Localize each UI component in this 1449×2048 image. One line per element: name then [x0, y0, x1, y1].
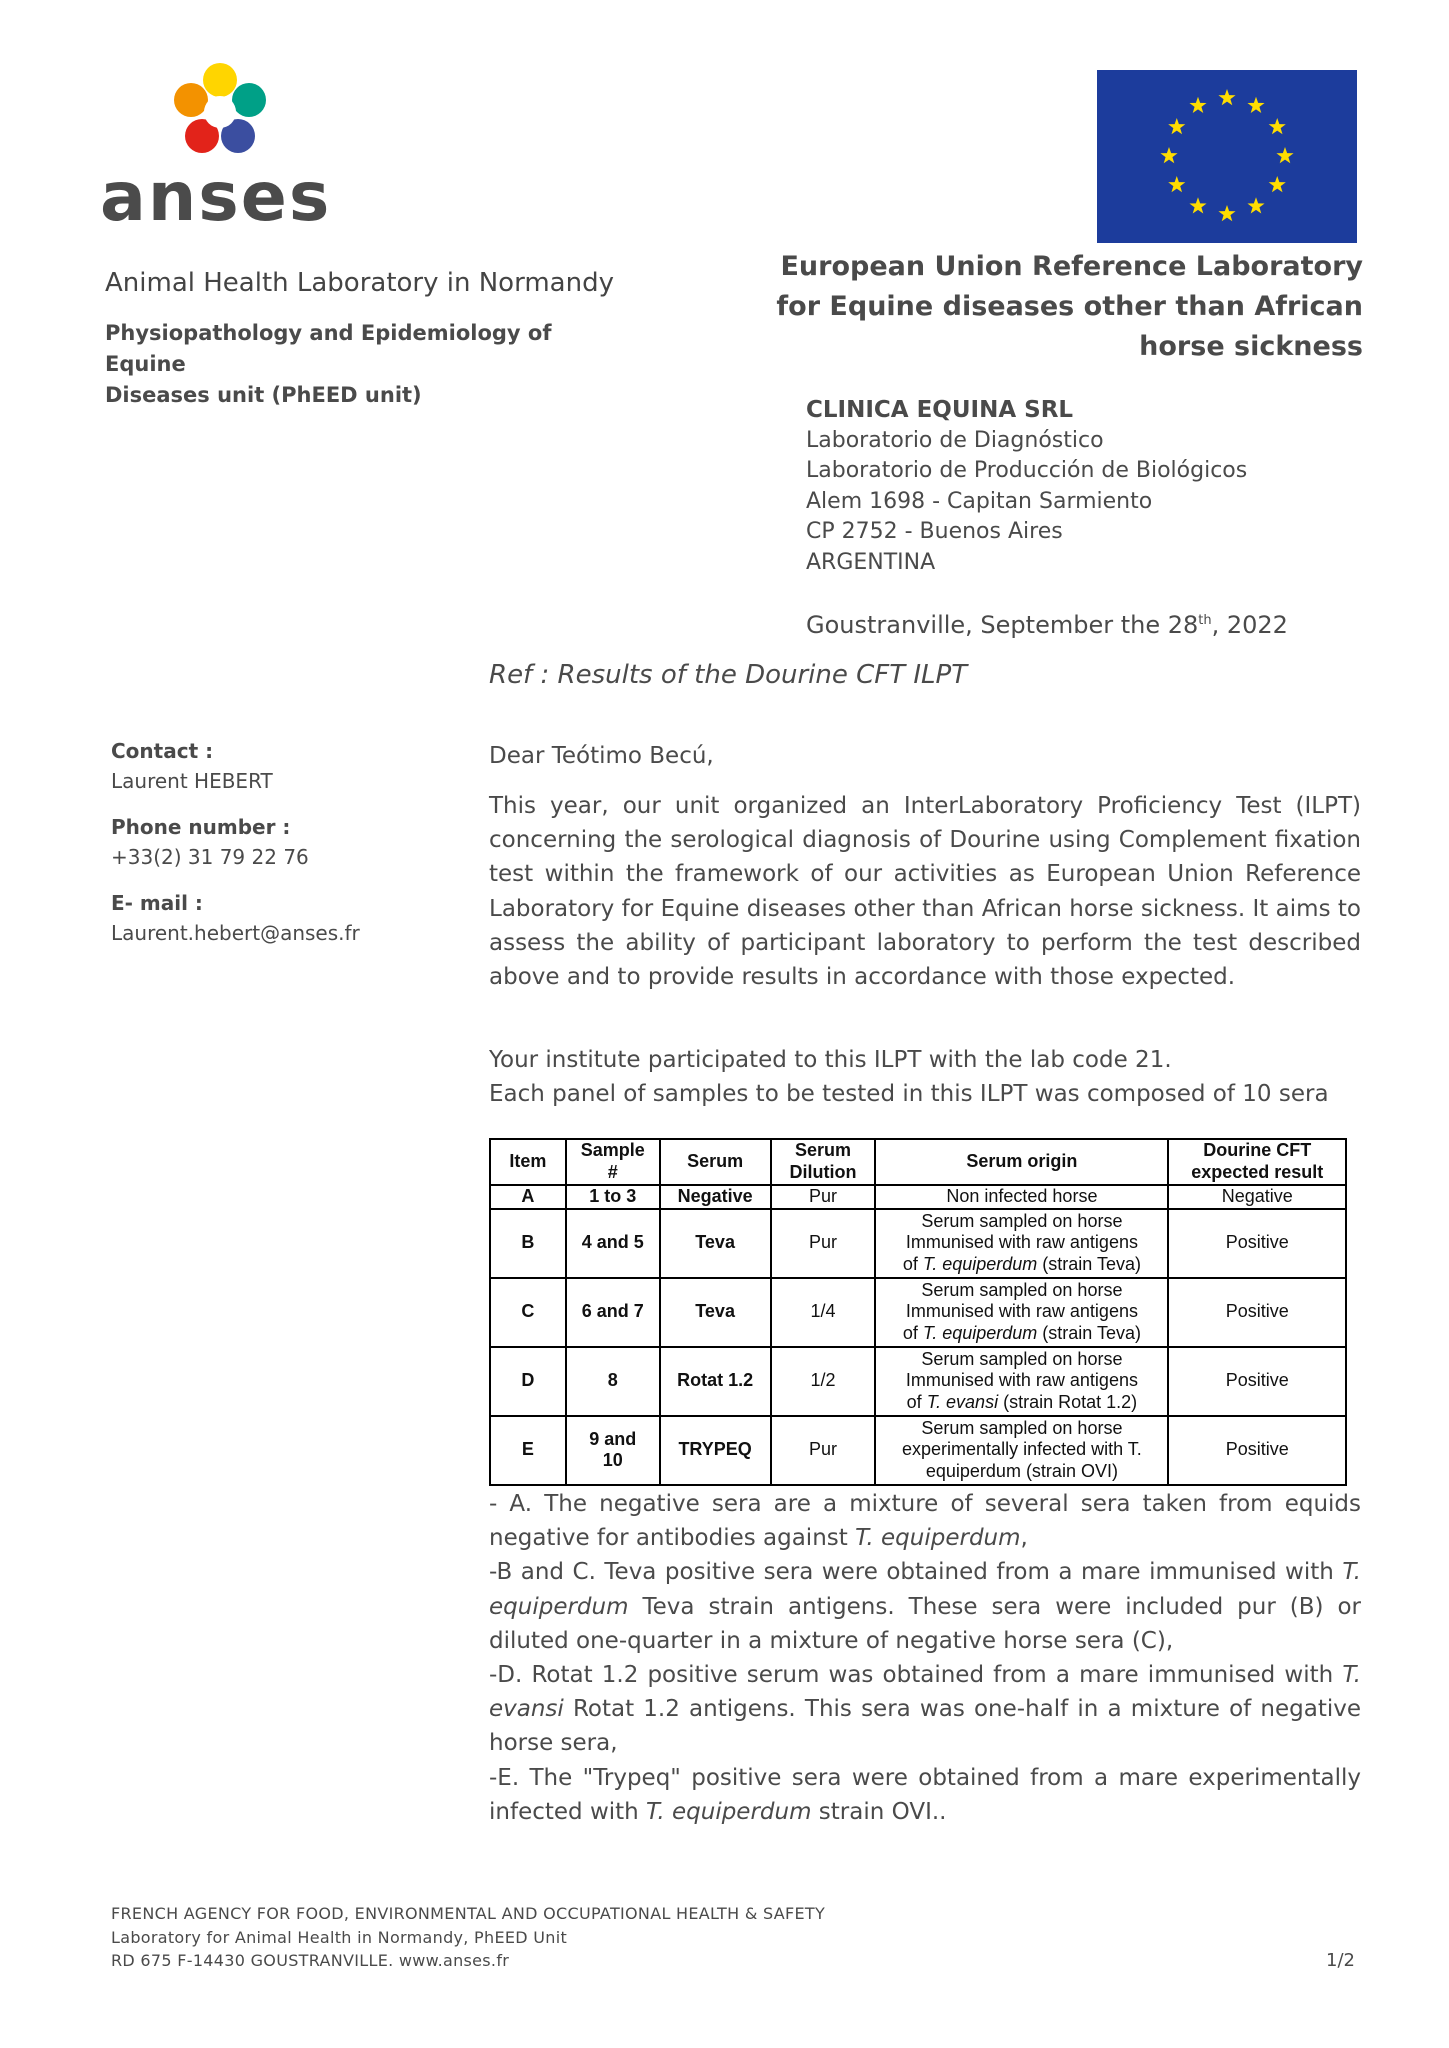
cell-expected: Negative	[1168, 1185, 1346, 1209]
cell-expected: Positive	[1168, 1347, 1346, 1416]
unit-name-line2: Diseases unit (PhEED unit)	[105, 383, 422, 407]
origin-line2: Immunised with raw antigens	[905, 1301, 1138, 1322]
note-b-species: T. equiperdum	[489, 1559, 1361, 1620]
cell-origin	[875, 1209, 1168, 1278]
origin-species: T. equiperdum	[922, 1254, 1038, 1275]
date-prefix: Goustranville, September the 28	[806, 611, 1199, 639]
email-label: E- mail :	[111, 891, 203, 915]
header-dilution-line1: Serum	[794, 1140, 851, 1161]
cell-origin	[875, 1347, 1168, 1416]
cell-sample: 1 to 3	[566, 1185, 660, 1209]
note-e-end: strain OVI..	[811, 1798, 947, 1825]
eu-flag-icon	[1097, 70, 1357, 243]
cell-item: D	[490, 1347, 566, 1416]
cell-expected: Positive	[1168, 1416, 1346, 1485]
anses-logo-mark-icon	[172, 62, 268, 158]
header-dilution	[771, 1139, 876, 1185]
eurl-line1: European Union Reference Laboratory	[780, 251, 1363, 282]
note-d-text: -D. Rotat 1.2 positive serum was obtained from a mare immunised with	[489, 1662, 1343, 1689]
origin-line2: experimentally infected with T.	[902, 1439, 1142, 1460]
origin-line3a: of	[902, 1323, 923, 1344]
header-item: Item	[490, 1139, 566, 1185]
contact-block	[111, 736, 360, 948]
sample-line1: 9 and	[589, 1428, 637, 1449]
note-e-text: -E. The "Trypeq" positive sera were obtained from a mare experimentally infected with	[489, 1764, 1361, 1825]
eurl-line3: horse sickness	[1139, 331, 1363, 362]
cell-origin: Non infected horse	[875, 1185, 1168, 1209]
cell-item: C	[490, 1278, 566, 1347]
table-row	[490, 1347, 1346, 1416]
origin-line3b: (strain Teva)	[1037, 1323, 1141, 1344]
cell-serum: Teva	[660, 1209, 771, 1278]
unit-name	[105, 318, 625, 411]
note-a-end: ,	[1020, 1525, 1028, 1552]
note-e-species: T. equiperdum	[646, 1798, 812, 1825]
footer-lab: Laboratory for Animal Health in Normandy, PhEED Unit	[111, 1927, 568, 1947]
note-a	[489, 1487, 1361, 1555]
participation-line1: Your institute participated to this ILPT with the lab code 21.	[489, 1047, 1172, 1073]
origin-line3b: (strain Teva)	[1037, 1254, 1141, 1275]
note-e	[489, 1761, 1361, 1829]
cell-dilution: Pur	[771, 1416, 876, 1485]
recipient-country: ARGENTINA	[806, 549, 936, 575]
phone-label: Phone number :	[111, 815, 291, 839]
recipient-org: CLINICA EQUINA SRL	[806, 397, 1074, 423]
date-suffix: , 2022	[1211, 611, 1288, 639]
cell-serum: TRYPEQ	[660, 1416, 771, 1485]
page-number: 1/2	[1326, 1950, 1355, 1971]
header-expected-line2: expected result	[1191, 1162, 1324, 1182]
header-serum: Serum	[660, 1139, 771, 1185]
footer-agency: FRENCH AGENCY FOR FOOD, ENVIRONMENTAL AND OCCUPATIONAL HEALTH & SAFETY	[111, 1904, 826, 1923]
footer-address: RD 675 F-14430 GOUSTRANVILLE. www.anses.fr	[111, 1951, 510, 1970]
date-sup: th	[1198, 613, 1212, 628]
origin-line3b: (strain Rotat 1.2)	[998, 1392, 1138, 1413]
intro-paragraph: This year, our unit organized an InterLaboratory Proficiency Test (ILPT) concerning the serological diagnosis of Dourine using Complement fixation test within the framework of our activities as European Union Reference Laboratory for Equine diseases other than African horse sickness. It aims to assess the ability of participant laboratory to perform the test described above and to provide results in accordance with those expected.	[489, 793, 1361, 991]
cell-sample: 4 and 5	[566, 1209, 660, 1278]
table-row	[490, 1209, 1346, 1278]
cell-item: E	[490, 1416, 566, 1485]
origin-line1: Serum sampled on horse	[921, 1348, 1123, 1369]
sample-notes	[489, 1487, 1361, 1829]
note-d-end: Rotat 1.2 antigens. This sera was one-half in a mixture of negative horse sera,	[489, 1696, 1361, 1757]
cell-origin	[875, 1416, 1168, 1485]
origin-line2: Immunised with raw antigens	[905, 1232, 1138, 1253]
anses-logo	[100, 62, 340, 242]
origin-line3a: of	[902, 1254, 923, 1275]
cell-item: B	[490, 1209, 566, 1278]
cell-dilution: Pur	[771, 1185, 876, 1209]
phone-number: +33(2) 31 79 22 76	[111, 845, 309, 869]
header-dilution-line2: Dilution	[789, 1162, 857, 1182]
note-b-text: -B and C. Teva positive sera were obtained from a mare immunised with	[489, 1559, 1343, 1586]
contact-label: Contact :	[111, 739, 214, 763]
participation-paragraph	[489, 1043, 1361, 1111]
recipient-address	[806, 395, 1247, 578]
eurl-line2: for Equine diseases other than African	[776, 291, 1363, 322]
cell-origin	[875, 1278, 1168, 1347]
cell-expected: Positive	[1168, 1209, 1346, 1278]
unit-name-line1: Physiopathology and Epidemiology of Equine	[105, 321, 552, 376]
header-expected	[1168, 1139, 1346, 1185]
note-b	[489, 1555, 1361, 1658]
recipient-line: Alem 1698 - Capitan Sarmiento	[806, 488, 1153, 514]
results-table	[489, 1138, 1347, 1486]
header-expected-line1: Dourine CFT	[1203, 1140, 1312, 1161]
header-origin: Serum origin	[875, 1139, 1168, 1185]
note-d-species: T. evansi	[489, 1662, 1361, 1723]
header-sample-line2: #	[607, 1162, 618, 1182]
origin-line2: Immunised with raw antigens	[905, 1370, 1138, 1391]
table-row	[490, 1278, 1346, 1347]
page-footer	[111, 1902, 825, 1973]
cell-dilution: 1/4	[771, 1278, 876, 1347]
table-header-row	[490, 1139, 1346, 1185]
note-a-species: T. equiperdum	[855, 1525, 1021, 1552]
recipient-line: Laboratorio de Producción de Biológicos	[806, 458, 1248, 483]
cell-dilution: 1/2	[771, 1347, 876, 1416]
origin-line1: Serum sampled on horse	[921, 1279, 1123, 1300]
eurl-title	[723, 247, 1363, 367]
table-row	[490, 1185, 1346, 1209]
contact-name: Laurent HEBERT	[111, 769, 273, 793]
note-d	[489, 1658, 1361, 1761]
letter-reference: Ref : Results of the Dourine CFT ILPT	[489, 660, 968, 690]
sample-line2: 10	[602, 1450, 623, 1471]
cell-item: A	[490, 1185, 566, 1209]
letter-date	[806, 611, 1288, 639]
origin-line1: Serum sampled on horse	[921, 1210, 1123, 1231]
participation-line2: Each panel of samples to be tested in this ILPT was composed of 10 sera	[489, 1081, 1329, 1108]
cell-sample: 8	[566, 1347, 660, 1416]
header-sample	[566, 1139, 660, 1185]
note-b-end: Teva strain antigens. These sera were included pur (B) or diluted one-quarter in a mixture of negative horse sera (C),	[489, 1593, 1361, 1654]
origin-species: T. evansi	[926, 1392, 999, 1413]
cell-expected: Positive	[1168, 1278, 1346, 1347]
email-address: Laurent.hebert@anses.fr	[111, 921, 360, 945]
header-sample-line1: Sample	[580, 1140, 645, 1161]
cell-dilution: Pur	[771, 1209, 876, 1278]
origin-line3: equiperdum (strain OVI)	[925, 1461, 1118, 1482]
cell-serum: Teva	[660, 1278, 771, 1347]
recipient-line: CP 2752 - Buenos Aires	[806, 519, 1063, 544]
table-row	[490, 1416, 1346, 1485]
origin-line1: Serum sampled on horse	[921, 1417, 1123, 1438]
salutation: Dear Teótimo Becú,	[489, 743, 714, 769]
lab-name: Animal Health Laboratory in Normandy	[105, 268, 614, 298]
origin-species: T. equiperdum	[922, 1323, 1038, 1344]
cell-serum: Negative	[660, 1185, 771, 1209]
note-a-text: - A. The negative sera are a mixture of several sera taken from equids negative for antibodies against	[489, 1491, 1361, 1552]
cell-sample: 6 and 7	[566, 1278, 660, 1347]
recipient-line: Laboratorio de Diagnóstico	[806, 427, 1104, 453]
origin-line3a: of	[906, 1392, 927, 1413]
anses-logo-text: anses	[100, 158, 332, 237]
cell-sample	[566, 1416, 660, 1485]
cell-serum: Rotat 1.2	[660, 1347, 771, 1416]
